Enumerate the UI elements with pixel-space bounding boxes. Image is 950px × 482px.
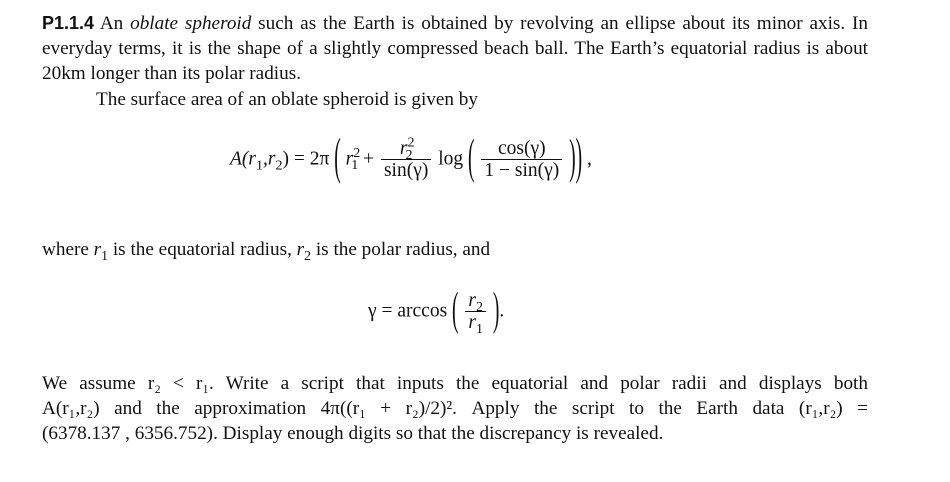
radius-ratio: $\frac{r_2}{r_1}$ (465, 290, 486, 334)
log-left-paren: ( (468, 132, 475, 185)
task-line-2: A(r₁,r₂) and the approximation 4π((r₁ + r₂)/2)². Apply the script to the Earth data (r₁,r₂) = (42, 398, 868, 419)
log-right-paren: ) (569, 132, 576, 185)
intro-emphasis: oblate spheroid (130, 13, 252, 34)
outer-left-paren: ( (334, 131, 341, 186)
gamma-equation: γ = arccos ( $\frac{r_2}{r_1}$ ). (368, 285, 505, 337)
task-line-1: We assume r₂ < r₁. Write a script that inputs the equatorial and polar radii and displays both (42, 373, 868, 394)
radius-fraction: $\frac{r^2_2}{\sin(\gamma)}$ (381, 138, 431, 182)
problem-intro (42, 11, 868, 86)
task-paragraph (42, 371, 868, 446)
gamma-left-paren: ( (452, 285, 459, 336)
outer-right-paren: ) (575, 131, 583, 186)
surface-area-equation: $A(r_1,r_2) = 2\pi$ ( $r^2_1$ + $\frac{r^2_2}{\sin(\gamma)}$ log ( $\frac{\cos(\gamma)}{1 - \sin(\gamma)}$ )) , (230, 138, 592, 182)
where-line: where $r_1$ is the equatorial radius, $r_2$ is the polar radius, and (42, 239, 491, 263)
intro-pre: An (94, 13, 131, 34)
surface-area-line: The surface area of an oblate spheroid is given by (96, 89, 478, 110)
intro-text: such as the Earth is obtained by revolving an ellipse about its minor axis. In everyday terms, it is the shape of a slightly compressed beach ball. The Earth’s equatorial radius is about 20km longer than its polar radius. (42, 13, 868, 84)
gamma-right-paren: ) (492, 285, 500, 336)
problem-number: P1.1.4 (42, 13, 95, 33)
cos-fraction: $\frac{\cos(\gamma)}{1 - \sin(\gamma)}$ (481, 138, 562, 182)
task-line-3: (6378.137 , 6356.752). Display enough digits so that the discrepancy is revealed. (42, 423, 664, 444)
